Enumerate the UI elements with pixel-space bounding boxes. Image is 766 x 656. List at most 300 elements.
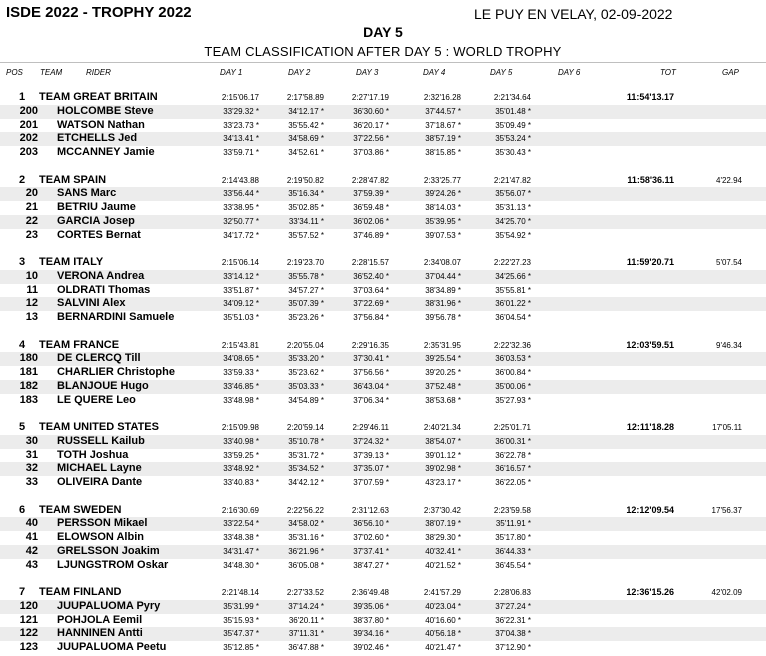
rider-day-time: 35'03.33 * [288, 381, 324, 391]
team-day-time: 2:17'58.89 [286, 93, 324, 102]
rider-row [0, 105, 766, 119]
team-day-time: 2:28'15.57 [351, 258, 389, 267]
rider-row [0, 297, 766, 311]
rider-name: PERSSON Mikael [57, 517, 148, 530]
rider-day-time: 39'56.78 * [425, 313, 461, 323]
rider-name: OLIVEIRA Dante [57, 476, 143, 489]
header-divider [0, 62, 766, 63]
team-position: 3 [19, 256, 26, 268]
rider-day-time: 40'23.04 * [425, 601, 461, 611]
rider-name: ELOWSON Albin [57, 531, 144, 544]
team-gap: 17'05.11 [712, 423, 742, 432]
rider-day-time: 33'34.11 * [288, 216, 324, 226]
team-day-time: 2:27'17.19 [351, 93, 389, 102]
rider-day-time: 37'46.89 * [353, 230, 389, 240]
rider-name: HOLCOMBE Steve [57, 104, 154, 117]
team-row [0, 339, 766, 353]
rider-day-time: 38'07.19 * [425, 519, 461, 529]
rider-day-time: 35'11.91 * [495, 519, 531, 529]
rider-day-time: 34'31.47 * [223, 546, 259, 556]
rider-day-time: 38'53.68 * [425, 395, 461, 405]
rider-day-time: 37'24.32 * [353, 436, 389, 446]
rider-day-time: 37'03.86 * [353, 148, 389, 158]
column-header-day-4: DAY 4 [423, 68, 446, 77]
rider-day-time: 40'21.52 * [425, 560, 461, 570]
rider-day-time: 38'29.30 * [425, 533, 461, 543]
rider-day-time: 38'57.19 * [425, 134, 461, 144]
rider-day-time: 40'16.60 * [425, 615, 461, 625]
rider-day-time: 33'48.92 * [223, 464, 259, 474]
team-position: 7 [19, 586, 26, 598]
rider-day-time: 36'22.78 * [495, 450, 531, 460]
rider-number: 180 [19, 352, 38, 365]
rider-day-time: 35'51.03 * [223, 313, 259, 323]
team-day-time: 2:16'30.69 [221, 505, 259, 515]
rider-day-time: 39'20.25 * [425, 368, 461, 378]
rider-number: 181 [19, 366, 38, 379]
rider-day-time: 36'22.05 * [495, 478, 531, 488]
team-total-time: 11:58'36.11 [627, 174, 674, 185]
team-day-time: 2:15'09.98 [221, 423, 259, 432]
team-name: TEAM ITALY [39, 256, 104, 268]
rider-day-time: 36'03.53 * [495, 354, 531, 364]
rider-day-time: 35'34.52 * [288, 464, 324, 474]
rider-day-time: 37'22.69 * [353, 299, 389, 309]
team-day-time: 2:36'49.48 [351, 588, 389, 597]
rider-day-time: 38'15.85 * [425, 148, 461, 158]
team-day-time: 2:15'43.81 [221, 340, 259, 350]
rider-day-time: 35'00.06 * [495, 381, 531, 391]
rider-number: 21 [25, 201, 38, 214]
column-header-rider: RIDER [86, 68, 111, 77]
rider-day-time: 36'47.88 * [288, 643, 324, 653]
rider-day-time: 35'47.37 * [223, 629, 259, 639]
rider-day-time: 39'25.54 * [425, 354, 461, 364]
rider-day-time: 36'56.10 * [353, 519, 389, 529]
rider-number: 122 [19, 627, 38, 640]
rider-row [0, 132, 766, 146]
team-day-time: 2:25'01.71 [493, 423, 531, 432]
team-total-time: 12:03'59.51 [626, 339, 674, 350]
rider-day-time: 39'24.26 * [425, 189, 461, 199]
team-position: 1 [19, 91, 26, 103]
rider-day-time: 36'20.17 * [353, 120, 389, 130]
rider-name: LJUNGSTROM Oskar [57, 558, 169, 571]
team-gap: 5'07.54 [716, 258, 742, 267]
rider-day-time: 36'16.57 * [495, 464, 531, 474]
rider-day-time: 37'04.44 * [425, 271, 461, 281]
rider-day-time: 40'32.41 * [425, 546, 461, 556]
rider-row [0, 394, 766, 408]
rider-name: MCCANNEY Jamie [57, 146, 155, 159]
rider-day-time: 34'42.12 * [288, 478, 324, 488]
team-day-time: 2:14'43.88 [221, 175, 259, 185]
rider-day-time: 39'35.06 * [353, 601, 389, 611]
rider-name: TOTH Joshua [57, 448, 129, 461]
rider-day-time: 35'31.72 * [288, 450, 324, 460]
rider-row [0, 545, 766, 559]
rider-row [0, 284, 766, 298]
rider-day-time: 35'23.26 * [288, 313, 324, 323]
rider-name: VERONA Andrea [57, 269, 145, 282]
rider-day-time: 33'38.95 * [223, 203, 259, 213]
team-day-time: 2:40'21.34 [423, 423, 461, 432]
rider-row [0, 187, 766, 201]
team-total-time: 12:11'18.28 [626, 422, 674, 432]
rider-day-time: 33'40.98 * [223, 436, 259, 446]
rider-day-time: 36'59.48 * [353, 203, 389, 213]
rider-day-time: 36'43.04 * [353, 381, 389, 391]
team-day-time: 2:37'30.42 [423, 505, 461, 515]
rider-name: CORTES Bernat [57, 228, 141, 241]
rider-number: 41 [25, 531, 38, 544]
column-header-day-2: DAY 2 [288, 68, 311, 77]
team-day-time: 2:29'16.35 [351, 340, 389, 350]
rider-day-time: 34'25.70 * [495, 216, 531, 226]
rider-row [0, 476, 766, 490]
rider-day-time: 35'02.85 * [288, 203, 324, 213]
team-total-time: 11:54'13.17 [626, 92, 674, 102]
rider-row [0, 462, 766, 476]
rider-day-time: 36'44.33 * [495, 546, 531, 556]
team-day-time: 2:22'32.36 [493, 340, 531, 350]
rider-number: 13 [25, 311, 38, 324]
team-day-time: 2:21'47.82 [493, 175, 531, 185]
rider-number: 22 [25, 214, 38, 227]
rider-number: 43 [25, 558, 38, 571]
rider-day-time: 34'08.65 * [223, 354, 259, 364]
rider-day-time: 35'39.95 * [425, 216, 461, 226]
rider-name: CHARLIER Christophe [57, 366, 175, 379]
event-title: ISDE 2022 - TROPHY 2022 [6, 4, 192, 21]
rider-day-time: 37'27.24 * [495, 601, 531, 611]
rider-day-time: 35'30.43 * [495, 148, 531, 158]
rider-day-time: 38'37.80 * [353, 615, 389, 625]
rider-name: HANNINEN Antti [57, 627, 143, 640]
rider-day-time: 36'00.84 * [495, 368, 531, 378]
team-day-time: 2:23'59.58 [493, 505, 531, 515]
rider-row [0, 517, 766, 531]
rider-day-time: 33'23.73 * [223, 120, 259, 130]
rider-row [0, 614, 766, 628]
rider-day-time: 38'14.03 * [425, 203, 461, 213]
rider-name: POHJOLA Eemil [57, 613, 143, 626]
rider-day-time: 36'02.06 * [353, 216, 389, 226]
rider-name: JUUPALUOMA Pyry [57, 599, 161, 612]
rider-day-time: 33'22.54 * [223, 519, 259, 529]
rider-day-time: 36'05.08 * [288, 560, 324, 570]
rider-day-time: 36'21.96 * [288, 546, 324, 556]
team-day-time: 2:27'33.52 [286, 588, 324, 597]
rider-day-time: 37'52.48 * [425, 381, 461, 391]
team-total-time: 12:12'09.54 [626, 504, 674, 515]
rider-day-time: 35'23.62 * [288, 368, 324, 378]
rider-day-time: 33'29.32 * [223, 106, 259, 116]
rider-name: LE QUERE Leo [57, 393, 136, 406]
rider-day-time: 34'58.02 * [288, 519, 324, 529]
team-position: 6 [19, 503, 26, 516]
rider-number: 33 [25, 476, 38, 489]
rider-day-time: 33'56.44 * [223, 189, 259, 199]
rider-row [0, 119, 766, 133]
column-header-total: TOT [660, 68, 676, 77]
team-day-time: 2:20'55.04 [286, 340, 324, 350]
team-day-time: 2:28'47.82 [351, 175, 389, 185]
team-day-time: 2:22'56.22 [286, 505, 324, 515]
team-row [0, 504, 766, 518]
team-total-time: 11:59'20.71 [626, 257, 674, 267]
rider-name: JUUPALUOMA Peetu [57, 641, 167, 654]
team-row [0, 586, 766, 600]
rider-row [0, 531, 766, 545]
rider-day-time: 40'56.18 * [425, 629, 461, 639]
rider-row [0, 270, 766, 284]
rider-day-time: 37'14.24 * [288, 601, 324, 611]
rider-day-time: 36'20.11 * [288, 615, 324, 625]
rider-day-time: 36'01.22 * [495, 299, 531, 309]
rider-number: 40 [25, 517, 38, 530]
rider-day-time: 34'12.17 * [288, 106, 324, 116]
team-position: 2 [19, 173, 26, 186]
rider-day-time: 35'15.93 * [223, 615, 259, 625]
rider-day-time: 38'54.07 * [425, 436, 461, 446]
rider-day-time: 37'59.39 * [353, 189, 389, 199]
rider-day-time: 35'09.49 * [495, 120, 531, 130]
rider-row [0, 559, 766, 573]
team-row [0, 256, 766, 270]
rider-name: WATSON Nathan [57, 118, 145, 131]
rider-row [0, 229, 766, 243]
rider-number: 203 [19, 146, 38, 159]
rider-name: BERNARDINI Samuele [57, 311, 175, 324]
rider-day-time: 40'21.47 * [425, 643, 461, 653]
rider-day-time: 38'31.96 * [425, 299, 461, 309]
column-header-pos: POS [6, 68, 23, 77]
rider-day-time: 37'07.59 * [353, 478, 389, 488]
rider-day-time: 33'48.98 * [223, 395, 259, 405]
rider-day-time: 35'27.93 * [495, 395, 531, 405]
rider-day-time: 35'10.78 * [288, 436, 324, 446]
rider-day-time: 37'22.56 * [353, 134, 389, 144]
rider-day-time: 37'37.41 * [353, 546, 389, 556]
rider-day-time: 39'02.46 * [353, 643, 389, 653]
column-header-day-1: DAY 1 [220, 68, 243, 77]
rider-day-time: 34'09.12 * [223, 299, 259, 309]
team-name: TEAM FINLAND [39, 586, 122, 598]
rider-number: 183 [19, 393, 38, 406]
rider-row [0, 366, 766, 380]
rider-number: 31 [25, 448, 38, 461]
rider-day-time: 37'03.64 * [353, 285, 389, 295]
rider-day-time: 37'39.13 * [353, 450, 389, 460]
rider-row [0, 435, 766, 449]
rider-name: GARCIA Josep [57, 214, 135, 227]
rider-day-time: 35'01.48 * [495, 106, 531, 116]
rider-day-time: 37'12.90 * [495, 643, 531, 653]
rider-day-time: 33'51.87 * [223, 285, 259, 295]
team-day-time: 2:32'16.28 [423, 93, 461, 102]
day-title: DAY 5 [363, 24, 403, 40]
rider-day-time: 33'40.83 * [223, 478, 259, 488]
team-gap: 9'46.34 [716, 340, 742, 350]
team-day-time: 2:15'06.17 [221, 93, 259, 102]
rider-day-time: 39'07.53 * [425, 230, 461, 240]
rider-day-time: 35'31.99 * [223, 601, 259, 611]
team-total-time: 12:36'15.26 [626, 587, 674, 597]
rider-day-time: 34'57.27 * [288, 285, 324, 295]
rider-day-time: 34'58.69 * [288, 134, 324, 144]
rider-day-time: 34'48.30 * [223, 560, 259, 570]
rider-day-time: 36'30.60 * [353, 106, 389, 116]
team-name: TEAM SWEDEN [39, 503, 122, 516]
location-date: LE PUY EN VELAY, 02-09-2022 [474, 6, 673, 22]
column-header-day-5: DAY 5 [490, 68, 513, 77]
team-day-time: 2:22'27.23 [493, 258, 531, 267]
team-row [0, 421, 766, 435]
rider-day-time: 35'56.07 * [495, 189, 531, 199]
team-position: 4 [19, 338, 26, 351]
rider-number: 202 [19, 132, 38, 145]
rider-day-time: 37'18.67 * [425, 120, 461, 130]
rider-day-time: 33'48.38 * [223, 533, 259, 543]
rider-day-time: 35'55.42 * [288, 120, 324, 130]
team-day-time: 2:31'12.63 [351, 505, 389, 515]
rider-day-time: 36'04.54 * [495, 313, 531, 323]
team-day-time: 2:21'34.64 [493, 93, 531, 102]
rider-row [0, 352, 766, 366]
rider-number: 10 [25, 269, 38, 282]
rider-name: BETRIU Jaume [57, 201, 136, 214]
team-day-time: 2:29'46.11 [352, 423, 389, 432]
rider-day-time: 36'45.54 * [495, 560, 531, 570]
rider-day-time: 36'00.31 * [495, 436, 531, 446]
rider-day-time: 37'06.34 * [353, 395, 389, 405]
rider-row [0, 600, 766, 614]
rider-day-time: 34'17.72 * [223, 230, 259, 240]
team-gap: 17'56.37 [711, 505, 742, 515]
team-gap: 42'02.09 [711, 588, 742, 597]
rider-day-time: 37'35.07 * [353, 464, 389, 474]
rider-number: 120 [19, 599, 38, 612]
rider-day-time: 35'12.85 * [223, 643, 259, 653]
rider-day-time: 32'50.77 * [223, 216, 259, 226]
rider-number: 123 [19, 641, 38, 654]
rider-row [0, 627, 766, 641]
rider-number: 121 [19, 613, 38, 626]
rider-number: 11 [26, 283, 38, 296]
rider-day-time: 37'56.84 * [353, 313, 389, 323]
rider-number: 20 [25, 187, 38, 200]
rider-day-time: 33'59.71 * [223, 148, 259, 158]
rider-day-time: 38'34.89 * [425, 285, 461, 295]
rider-row [0, 380, 766, 394]
team-name: TEAM FRANCE [39, 338, 120, 351]
rider-day-time: 36'22.31 * [495, 615, 531, 625]
rider-row [0, 311, 766, 325]
rider-number: 12 [25, 297, 38, 310]
rider-day-time: 35'55.78 * [288, 271, 324, 281]
rider-name: BLANJOUE Hugo [57, 379, 149, 392]
rider-day-time: 34'54.89 * [288, 395, 324, 405]
rider-row [0, 449, 766, 463]
rider-name: DE CLERCQ Till [57, 352, 141, 365]
rider-day-time: 39'01.12 * [425, 450, 461, 460]
rider-day-time: 35'31.16 * [288, 533, 324, 543]
rider-day-time: 37'11.31 * [288, 629, 324, 639]
rider-day-time: 37'56.56 * [353, 368, 389, 378]
rider-number: 182 [19, 379, 38, 392]
rider-day-time: 35'33.20 * [288, 354, 324, 364]
rider-number: 32 [25, 462, 38, 475]
rider-row [0, 215, 766, 229]
rider-day-time: 35'17.80 * [495, 533, 531, 543]
rider-day-time: 39'02.98 * [425, 464, 461, 474]
rider-day-time: 33'59.33 * [223, 368, 259, 378]
column-header-day-3: DAY 3 [356, 68, 379, 77]
rider-row [0, 641, 766, 655]
rider-day-time: 38'47.27 * [353, 560, 389, 570]
team-row [0, 91, 766, 105]
team-day-time: 2:33'25.77 [423, 175, 461, 185]
rider-row [0, 201, 766, 215]
rider-day-time: 35'54.92 * [495, 230, 531, 240]
rider-number: 201 [19, 118, 38, 131]
rider-day-time: 34'52.61 * [288, 148, 324, 158]
rider-day-time: 37'04.38 * [495, 629, 531, 639]
rider-day-time: 37'44.57 * [425, 106, 461, 116]
rider-name: RUSSELL Kailub [57, 434, 145, 447]
team-day-time: 2:19'23.70 [286, 258, 324, 267]
rider-day-time: 35'07.39 * [288, 299, 324, 309]
rider-name: SANS Marc [57, 187, 117, 200]
rider-number: 200 [19, 104, 38, 117]
team-day-time: 2:35'31.95 [423, 340, 461, 350]
team-day-time: 2:20'59.14 [286, 423, 324, 432]
team-name: TEAM GREAT BRITAIN [39, 91, 158, 103]
classification-subtitle: TEAM CLASSIFICATION AFTER DAY 5 : WORLD TROPHY [204, 44, 562, 59]
rider-name: OLDRATI Thomas [57, 283, 151, 296]
rider-day-time: 35'31.13 * [495, 203, 531, 213]
rider-day-time: 35'57.52 * [288, 230, 324, 240]
rider-number: 42 [25, 544, 38, 557]
rider-name: GRELSSON Joakim [57, 544, 160, 557]
rider-number: 23 [25, 228, 38, 241]
column-header-day-6: DAY 6 [558, 68, 581, 77]
team-row [0, 174, 766, 188]
rider-day-time: 33'14.12 * [223, 271, 259, 281]
team-gap: 4'22.94 [716, 175, 742, 185]
rider-day-time: 43'23.17 * [425, 478, 461, 488]
rider-day-time: 36'52.40 * [353, 271, 389, 281]
rider-day-time: 34'25.66 * [495, 271, 531, 281]
team-day-time: 2:41'57.29 [423, 588, 461, 597]
team-day-time: 2:21'48.14 [221, 588, 259, 597]
team-day-time: 2:19'50.82 [286, 175, 324, 185]
team-position: 5 [19, 421, 26, 433]
column-header-gap: GAP [722, 68, 739, 77]
rider-day-time: 35'16.34 * [288, 189, 324, 199]
rider-name: MICHAEL Layne [57, 462, 142, 475]
team-day-time: 2:28'06.83 [493, 588, 531, 597]
rider-day-time: 33'46.85 * [223, 381, 259, 391]
rider-day-time: 35'53.24 * [495, 134, 531, 144]
rider-name: SALVINI Alex [57, 297, 126, 310]
team-name: TEAM UNITED STATES [39, 421, 159, 433]
rider-day-time: 37'02.60 * [353, 533, 389, 543]
rider-day-time: 39'34.16 * [353, 629, 389, 639]
rider-day-time: 37'30.41 * [353, 354, 389, 364]
rider-day-time: 34'13.41 * [223, 134, 259, 144]
